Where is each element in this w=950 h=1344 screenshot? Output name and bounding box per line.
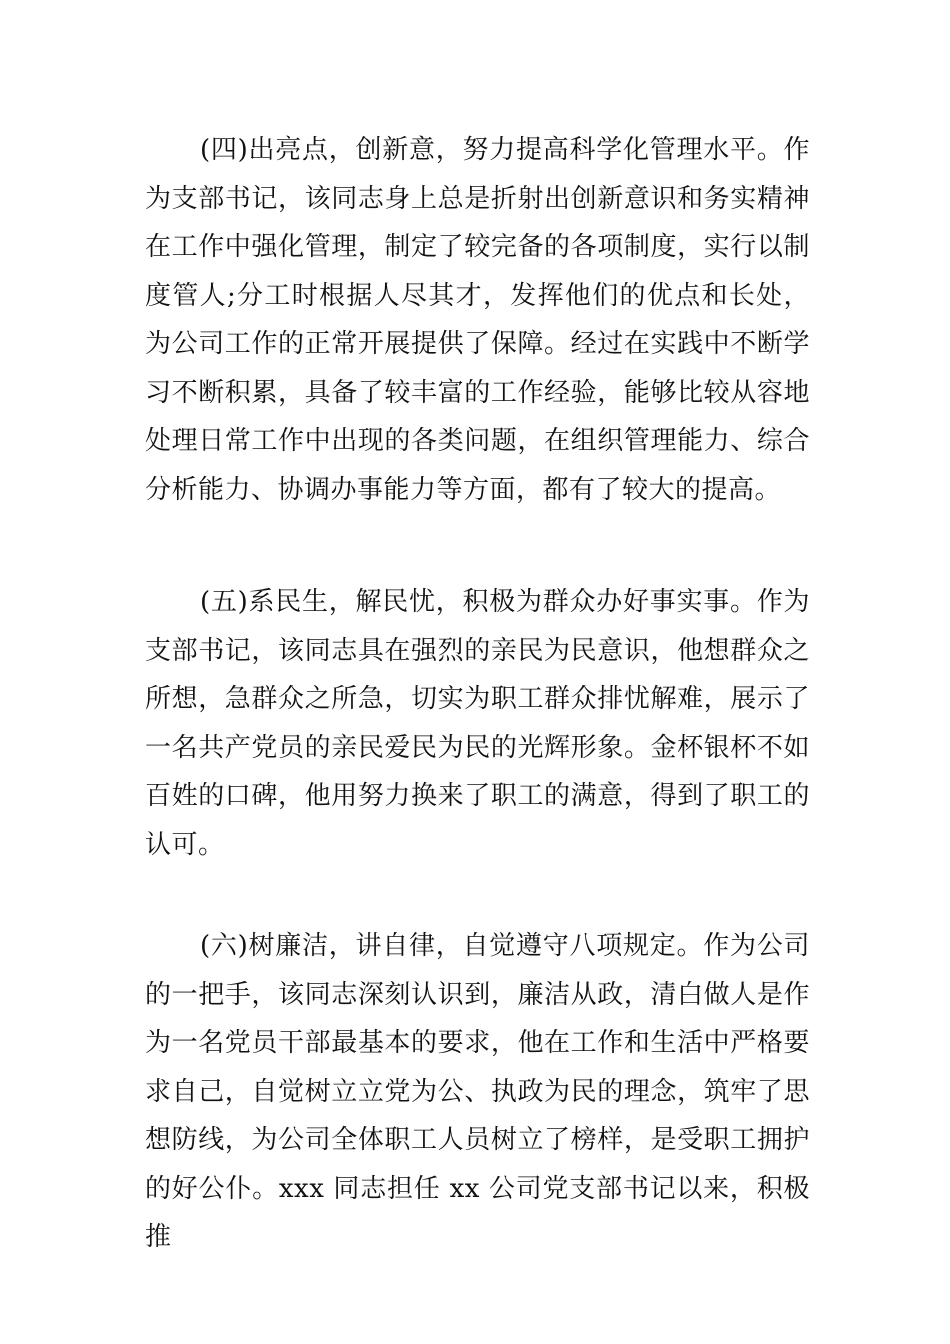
paragraph-six: (六)树廉洁，讲自律，自觉遵守八项规定。作为公司的一把手，该同志深刻认识到，廉洁从政，清白做人是作为一名党员干部最基本的要求，他在工作和生活中严格要求自己，自觉树立立党为公、执政为民的理念，筑牢了思想防线，为公司全体职工人员树立了榜样，是受职工拥护的好公仆。xxx 同志担任 xx 公司党支部书记以来，积极推 xyxy=(145,931,810,1252)
paragraph-four: (四)出亮点，创新意，努力提高科学化管理水平。作为支部书记，该同志身上总是折射出创新意识和务实精神在工作中强化管理，制定了较完备的各项制度，实行以制度管人;分工时根据人尽其才，发挥他们的优点和长处，为公司工作的正常开展提供了保障。经过在实践中不断学习不断积累，具备了较丰富的工作经验，能够比较从容地处理日常工作中出现的各类问题，在组织管理能力、综合分析能力、协调办事能力等方面，都有了较大的提高。 xyxy=(145,135,810,505)
paragraph-five: (五)系民生，解民忧，积极为群众办好事实事。作为支部书记，该同志具在强烈的亲民为民意识，他想群众之所想，急群众之所急，切实为职工群众排忧解难，展示了一名共产党员的亲民爱民为民的光辉形象。金杯银杯不如百姓的口碑，他用努力换来了职工的满意，得到了职工的认可。 xyxy=(145,587,810,860)
